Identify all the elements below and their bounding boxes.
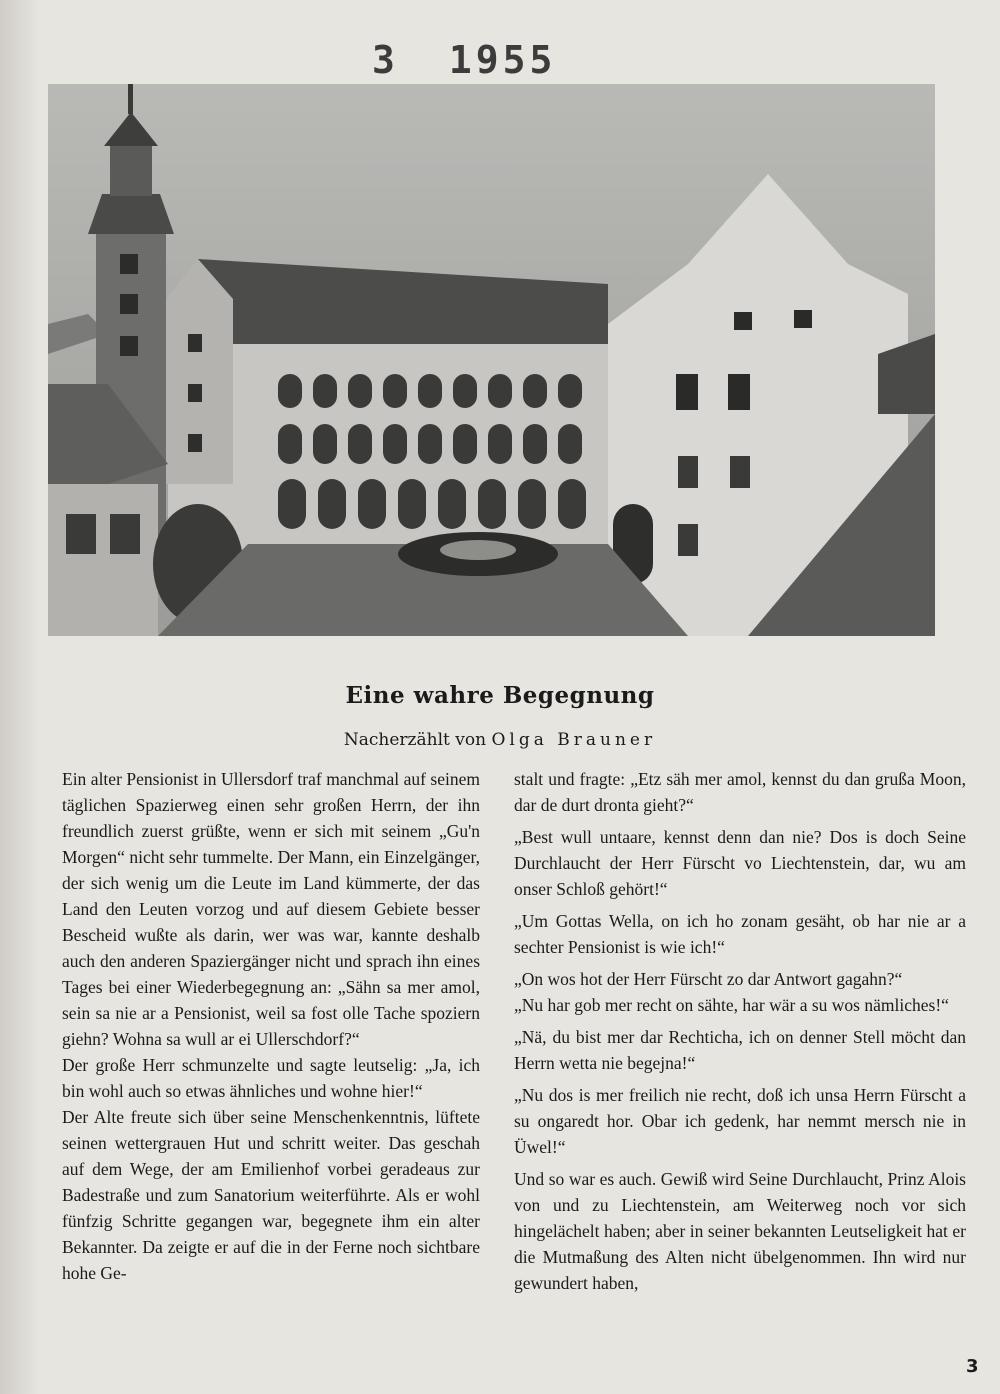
paragraph: „On wos hot der Herr Fürscht zo dar Antwort gagahn?“ (514, 969, 903, 989)
paragraph: „Nu dos is mer freilich nie recht, doß ich unsa Herrn Fürscht a su ongaredt hor. Obar ich gedenk, har nemmt mersch nie in Üwel!“ (514, 1085, 966, 1157)
article-column-right (514, 766, 966, 1302)
paragraph: Der Alte freute sich über seine Menschenkenntnis, lüftete seinen wettergrauen Hut und schritt weiter. Das geschah auf dem Wege, der am Emilienhof vorbei geradeaus zur Badestraße und zum Sanatorium weiterführte. Als er wohl fünfzig Schritte gegangen war, begegnete ihm ein alter Bekannter. Da zeigte er auf die in der Ferne noch sichtbare hohe Ge- (62, 1107, 480, 1283)
article-byline (0, 730, 1000, 750)
author-name: Olga Brauner (491, 730, 657, 750)
paragraph: Der große Herr schmunzelte und sagte leutselig: „Ja, ich bin wohl auch so etwas ähnliches und wohne hier!“ (62, 1055, 480, 1101)
paragraph: „Nä, du bist mer dar Rechticha, ich on denner Stell möcht dan Herrn wetta nie begejna!“ (514, 1027, 966, 1073)
issue-number: 3 (372, 38, 399, 82)
paragraph: Und so war es auch. Gewiß wird Seine Durchlaucht, Prinz Alois von und zu Liechtenstein, am Weiterweg noch vor sich hingelächelt haben; aber in seiner bekannten Leutseligkeit hat er die Mutmaßung des Alten nicht übelgenommen. Ihn wird nur gewundert haben, (514, 1169, 966, 1293)
paragraph: „Best wull untaare, kennst denn dan nie? Dos is doch Seine Durchlaucht der Herr Fürscht vo Liechtenstein, dar, wu am onser Schloß gehört!“ (514, 827, 966, 899)
issue-year: 1955 (448, 38, 557, 82)
paragraph: Ein alter Pensionist in Ullersdorf traf manchmal auf seinem täglichen Spazierweg einen sehr großen Herrn, der ihn freundlich zuerst grüßte, wenn er sich mit seinem „Gu'n Morgen“ nicht sehr tummelte. Der Mann, ein Einzelgänger, der sich wenig um die Leute im Land kümmerte, der das Land den Leuten vorzog und auf diesem Gebiete besser Bescheid wußte als darin, wer was war, kannte deshalb auch den anderen Spaziergänger nicht und sprach ihn eines Tages bei einer Wiederbegegnung an: „Sähn sa mer amol, sein sa nie ar a Pensionist, weil sa fost olle Tache spoziern giehn? Wohna sa wull ar ei Ullerschdorf?“ (62, 769, 480, 1049)
article-column-left (62, 766, 480, 1286)
article-title: Eine wahre Begegnung (345, 682, 655, 709)
page-number: 3 (966, 1356, 979, 1377)
paragraph: „Um Gottas Wella, on ich ho zonam gesäht, ob har nie ar a sechter Pensionist is wie ich!“ (514, 911, 966, 957)
paragraph: „Nu har gob mer recht on sähte, har wär a su wos nämliches!“ (514, 995, 949, 1015)
castle-photo (48, 84, 935, 636)
byline-prefix: Nacherzählt von (343, 730, 487, 750)
issue-stamp (372, 38, 556, 82)
paragraph: stalt und fragte: „Etz säh mer amol, kennst du dan grußa Moon, dar de durt dronta gieht?“ (514, 769, 966, 815)
